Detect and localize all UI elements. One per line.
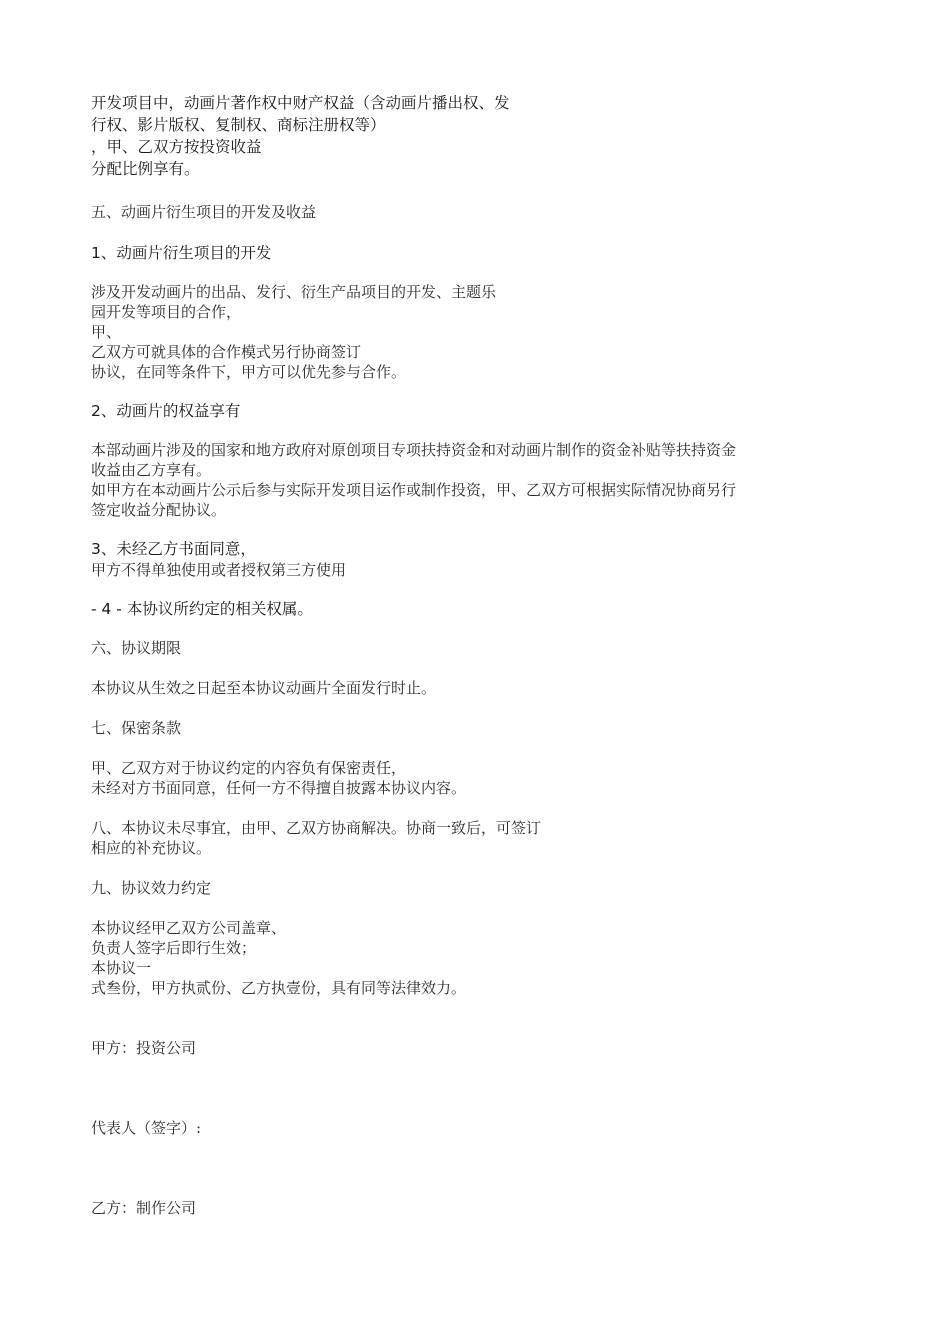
party-b-line — [91, 1198, 871, 1218]
section-heading: 六、协议期限 — [91, 639, 182, 657]
text-line: 八、本协议未尽事宜，由甲、乙双方协商解决。协商一致后，可签订 — [91, 819, 542, 837]
section-heading-5 — [91, 202, 871, 222]
paragraph-effectiveness — [91, 918, 871, 998]
text-line: 本部动画片涉及的国家和地方政府对原创项目专项扶持资金和对动画片制作的资金补贴等扶持资金 — [91, 441, 737, 459]
representative-line — [91, 1118, 871, 1138]
section-heading-8 — [91, 818, 871, 858]
subheading: 2、动画片的权益享有 — [91, 402, 241, 420]
section-heading: 七、保密条款 — [91, 719, 182, 737]
text-line: 涉及开发动画片的出品、发行、衍生产品项目的开发、主题乐 — [91, 283, 497, 301]
text-line: 行权、影片版权、复制权、商标注册权等） — [91, 116, 386, 134]
representative-signature-label: 代表人（签字）: — [91, 1119, 202, 1137]
page-number-text: - 4 - 本协议所约定的相关权属。 — [91, 600, 313, 618]
paragraph-subsidy — [91, 440, 871, 520]
text-line: ，甲、乙双方按投资收益 — [91, 138, 262, 156]
text-line: 乙双方可就具体的合作模式另行协商签订 — [91, 343, 362, 361]
text-line: 收益由乙方享有。 — [91, 461, 212, 479]
text-line: 签定收益分配协议。 — [91, 501, 227, 519]
text-line: 相应的补充协议。 — [91, 839, 212, 857]
text-line: 如甲方在本动画片公示后参与实际开发项目运作或制作投资，甲、乙双方可根据实际情况协商另行 — [91, 481, 737, 499]
text-line: 协议，在同等条件下，甲方可以优先参与合作。 — [91, 363, 407, 381]
page-number-line — [91, 598, 871, 620]
section-heading-7 — [91, 718, 871, 738]
paragraph-consent — [91, 538, 871, 580]
section-heading: 五、动画片衍生项目的开发及收益 — [91, 203, 317, 221]
subheading: 3、未经乙方书面同意， — [91, 540, 256, 558]
text-line: 本协议经甲乙双方公司盖章、 — [91, 919, 287, 937]
text-line: 甲、 — [91, 323, 122, 341]
subheading-1 — [91, 242, 871, 264]
text-line: 负责人签字后即行生效； — [91, 939, 257, 957]
paragraph-derivative-cooperation — [91, 282, 871, 382]
section-heading-9 — [91, 878, 871, 898]
section-heading: 九、协议效力约定 — [91, 879, 212, 897]
text-line: 式叁份，甲方执贰份、乙方执壹份，具有同等法律效力。 — [91, 979, 467, 997]
paragraph-property-rights — [91, 92, 871, 180]
section-heading-6 — [91, 638, 871, 658]
text-line: 本协议从生效之日起至本协议动画片全面发行时止。 — [91, 679, 437, 697]
paragraph-confidentiality — [91, 758, 871, 798]
subheading-2 — [91, 400, 871, 422]
text-line: 未经对方书面同意，任何一方不得擅自披露本协议内容。 — [91, 779, 467, 797]
text-line: 开发项目中，动画片著作权中财产权益（含动画片播出权、发 — [91, 94, 510, 112]
text-line: 甲、乙双方对于协议约定的内容负有保密责任， — [91, 759, 407, 777]
text-line: 分配比例享有。 — [91, 160, 200, 178]
party-b-label: 乙方：制作公司 — [91, 1199, 197, 1217]
text-line: 甲方不得单独使用或者授权第三方使用 — [91, 561, 347, 579]
document-page — [91, 92, 871, 1218]
party-a-label: 甲方：投资公司 — [91, 1039, 197, 1057]
text-line: 园开发等项目的合作， — [91, 303, 242, 321]
paragraph-term — [91, 678, 871, 698]
text-line: 本协议一 — [91, 959, 152, 977]
subheading: 1、动画片衍生项目的开发 — [91, 244, 272, 262]
party-a-line — [91, 1038, 871, 1058]
